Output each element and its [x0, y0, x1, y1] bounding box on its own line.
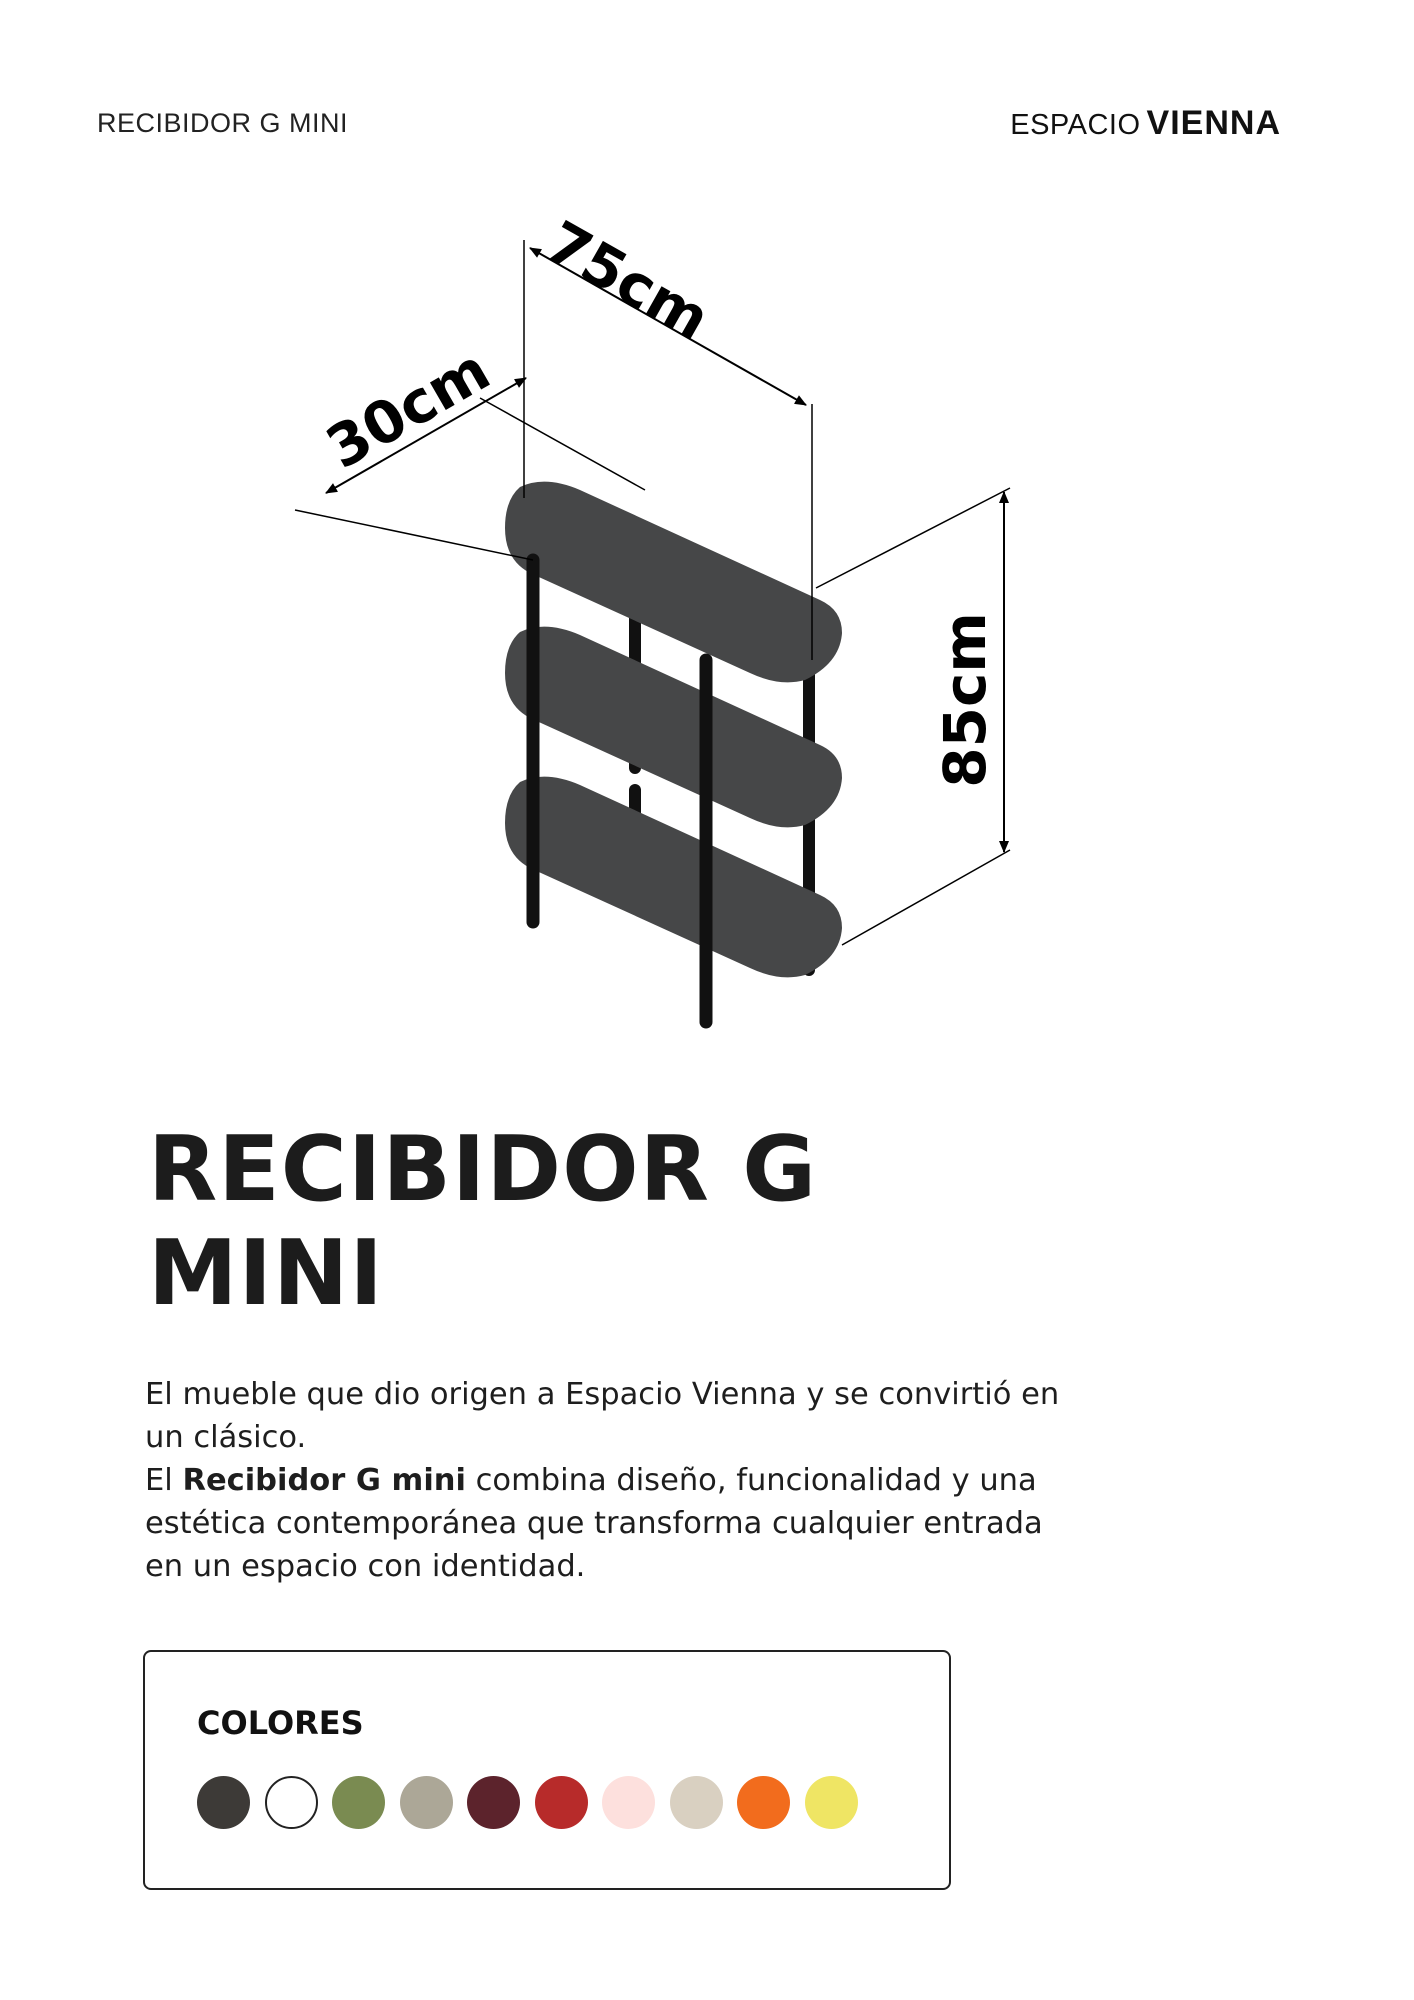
color-swatch-gris-piedra[interactable]: [400, 1776, 453, 1829]
color-swatch-rojo[interactable]: [535, 1776, 588, 1829]
color-swatch-amarillo[interactable]: [805, 1776, 858, 1829]
product-title: [148, 1118, 1048, 1326]
brand-name: VIENNA: [1146, 104, 1281, 142]
colors-title: COLORES: [197, 1704, 364, 1742]
description-product-name: Recibidor G mini: [182, 1463, 466, 1498]
width-label: 75cm: [534, 207, 721, 354]
colors-panel: [143, 1650, 951, 1890]
color-swatch-blanco[interactable]: [265, 1776, 318, 1829]
brand-prefix: ESPACIO: [1010, 109, 1141, 141]
color-swatch-verde[interactable]: [332, 1776, 385, 1829]
color-swatches: [197, 1776, 872, 1829]
product-description: [145, 1373, 1075, 1588]
product-title-line-1: RECIBIDOR G: [148, 1117, 818, 1222]
product-title-line-2: MINI: [148, 1221, 384, 1326]
document-label: RECIBIDOR G MINI: [97, 108, 349, 138]
description-intro: El mueble que dio origen a Espacio Vienna y se convirtió en un clásico.: [145, 1377, 1060, 1455]
height-label: 85cm: [931, 612, 999, 788]
color-swatch-negro[interactable]: [197, 1776, 250, 1829]
color-swatch-rosa[interactable]: [602, 1776, 655, 1829]
color-swatch-arena[interactable]: [670, 1776, 723, 1829]
depth-label: 30cm: [314, 335, 502, 483]
color-swatch-bordo[interactable]: [467, 1776, 520, 1829]
color-swatch-naranja[interactable]: [737, 1776, 790, 1829]
description-detail: El Recibidor G mini combina diseño, funcionalidad y una estética contemporánea que transforma cualquier entrada en un espacio con identidad.: [145, 1463, 1043, 1584]
shelves: [505, 482, 842, 978]
